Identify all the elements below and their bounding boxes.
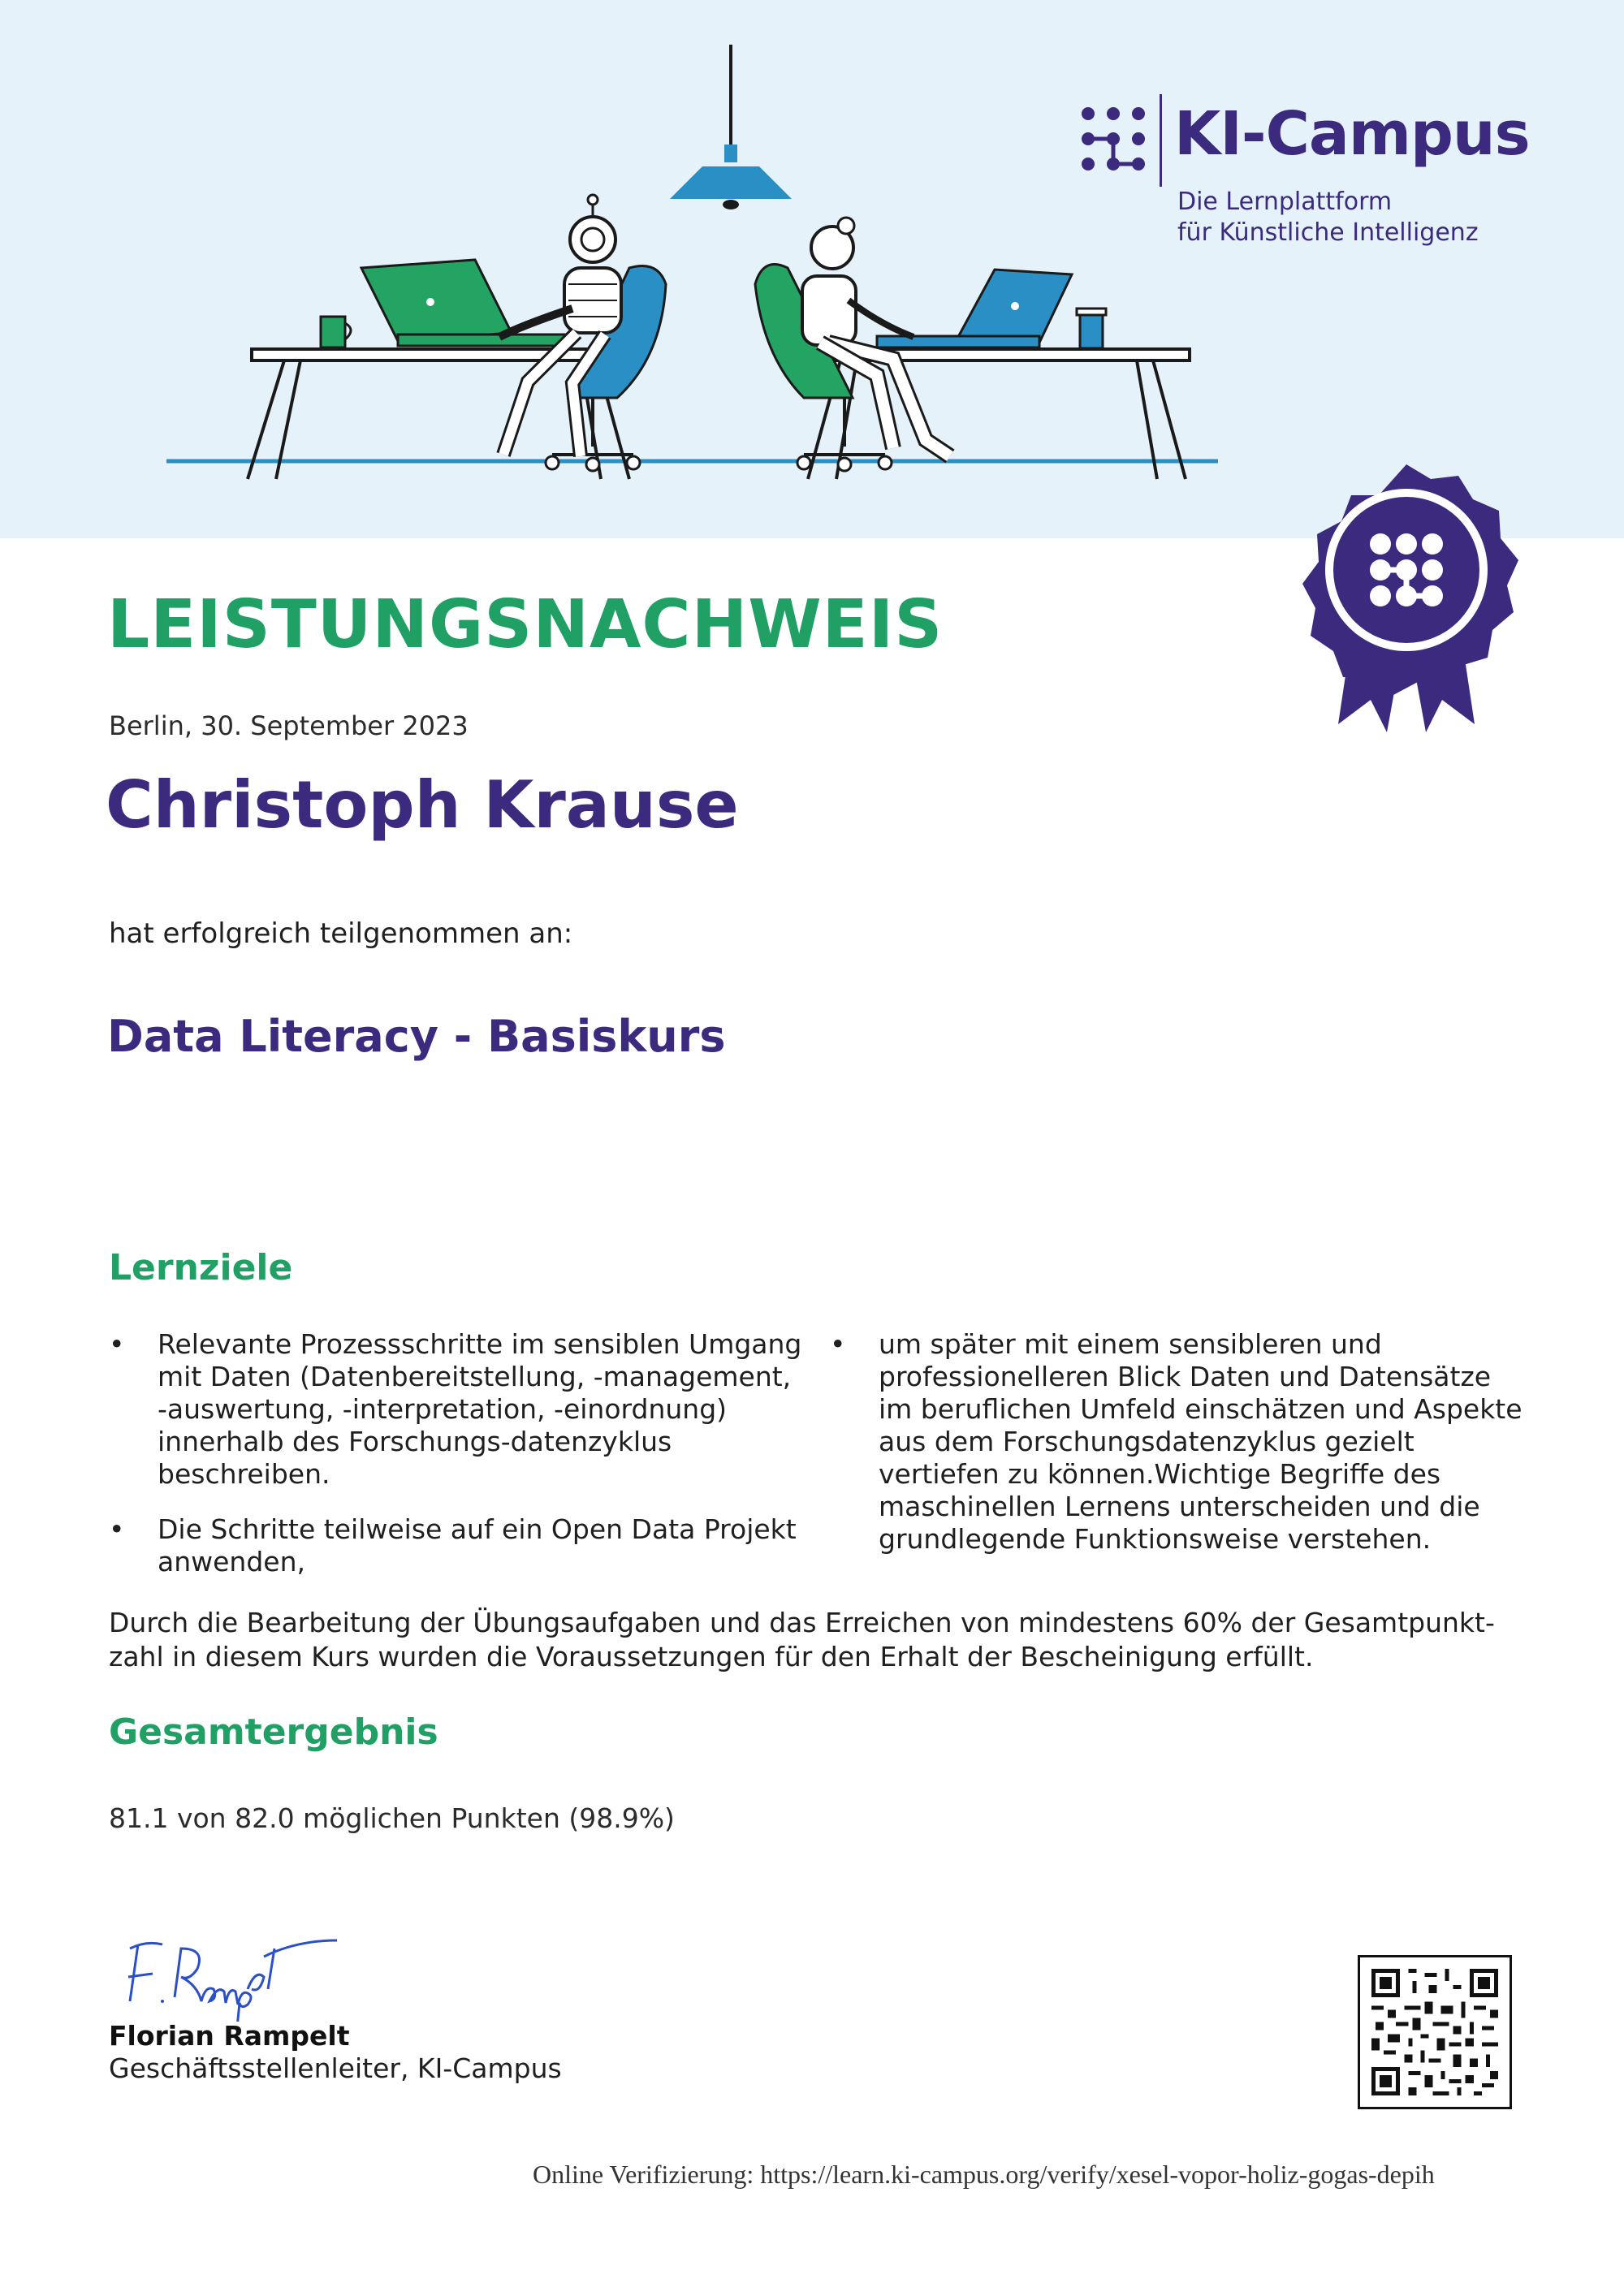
qr-code-frame (1358, 1955, 1512, 2109)
logo-separator (1160, 94, 1162, 187)
office-illustration (154, 41, 1234, 495)
bullet-icon: • (109, 1513, 125, 1545)
qr-code-icon (1371, 1969, 1498, 2095)
goal-text: Die Schritte teilweise auf ein Open Data Projekt anwenden, (158, 1513, 797, 1577)
goal-text: um später mit einem sensibleren und professionelleren Blick Daten und Datensätze im beruflichen Umfeld einschätzen und Aspekte aus dem Forschungsdatenzyklus gezielt vertiefen zu können.Wichtige Begriffe des maschinellen Lernens unterscheiden und die grundlegende Funktionsweise verstehen. (879, 1328, 1522, 1555)
seal-icon (1289, 464, 1523, 732)
result-heading: Gesamtergebnis (109, 1711, 438, 1753)
verification-link[interactable]: Online Verifizierung: https://learn.ki-campus.org/verify/xesel-vopor-holiz-gogas-depih (533, 2160, 1435, 2189)
goal-text: Relevante Prozessschritte im sensiblen Umgang mit Daten (Datenbereitstellung, -management, -auswertung, -interpretation, -einordnung) innerhalb des Forschungs-datenzyklus beschreiben. (158, 1328, 802, 1490)
logo-name: KI-Campus (1174, 99, 1530, 169)
certificate-title: LEISTUNGSNACHWEIS (107, 586, 944, 663)
lamp-icon (670, 166, 792, 199)
place-date: Berlin, 30. September 2023 (109, 710, 469, 741)
bullet-icon: • (109, 1328, 125, 1360)
logo-tagline-line2: für Künstliche Intelligenz (1177, 218, 1479, 247)
list-item (109, 1513, 807, 1578)
logo-dots-icon (1080, 106, 1147, 172)
laptop-icon (361, 260, 512, 341)
logo-tagline-line1: Die Lernplattform (1177, 188, 1393, 216)
lernziele-heading: Lernziele (109, 1247, 293, 1288)
signatory-role: Geschäftsstellenleiter, KI-Campus (109, 2052, 562, 2084)
participation-intro: hat erfolgreich teilgenommen an: (109, 917, 573, 950)
bullet-icon: • (830, 1328, 846, 1360)
completion-condition: Durch die Bearbeitung der Übungsaufgaben und das Erreichen von mindestens 60% der Gesamtpunkt-zahl in diesem Kurs wurden die Voraussetzungen für den Erhalt der Bescheinigung erfüllt. (109, 1607, 1495, 1672)
list-item (830, 1328, 1528, 1556)
lernziele-left-column (109, 1328, 807, 1601)
ki-campus-logo (1080, 89, 1535, 252)
course-title: Data Literacy - Basiskurs (107, 1011, 726, 1062)
signatory-name: Florian Rampelt (109, 2020, 350, 2052)
list-item (109, 1328, 807, 1491)
signature-image (114, 1932, 357, 2022)
recipient-name: Christoph Krause (106, 767, 739, 843)
logo-tagline (1177, 187, 1479, 248)
result-score: 81.1 von 82.0 möglichen Punkten (98.9%) (109, 1802, 675, 1834)
lernziele-right-column (830, 1328, 1528, 1578)
